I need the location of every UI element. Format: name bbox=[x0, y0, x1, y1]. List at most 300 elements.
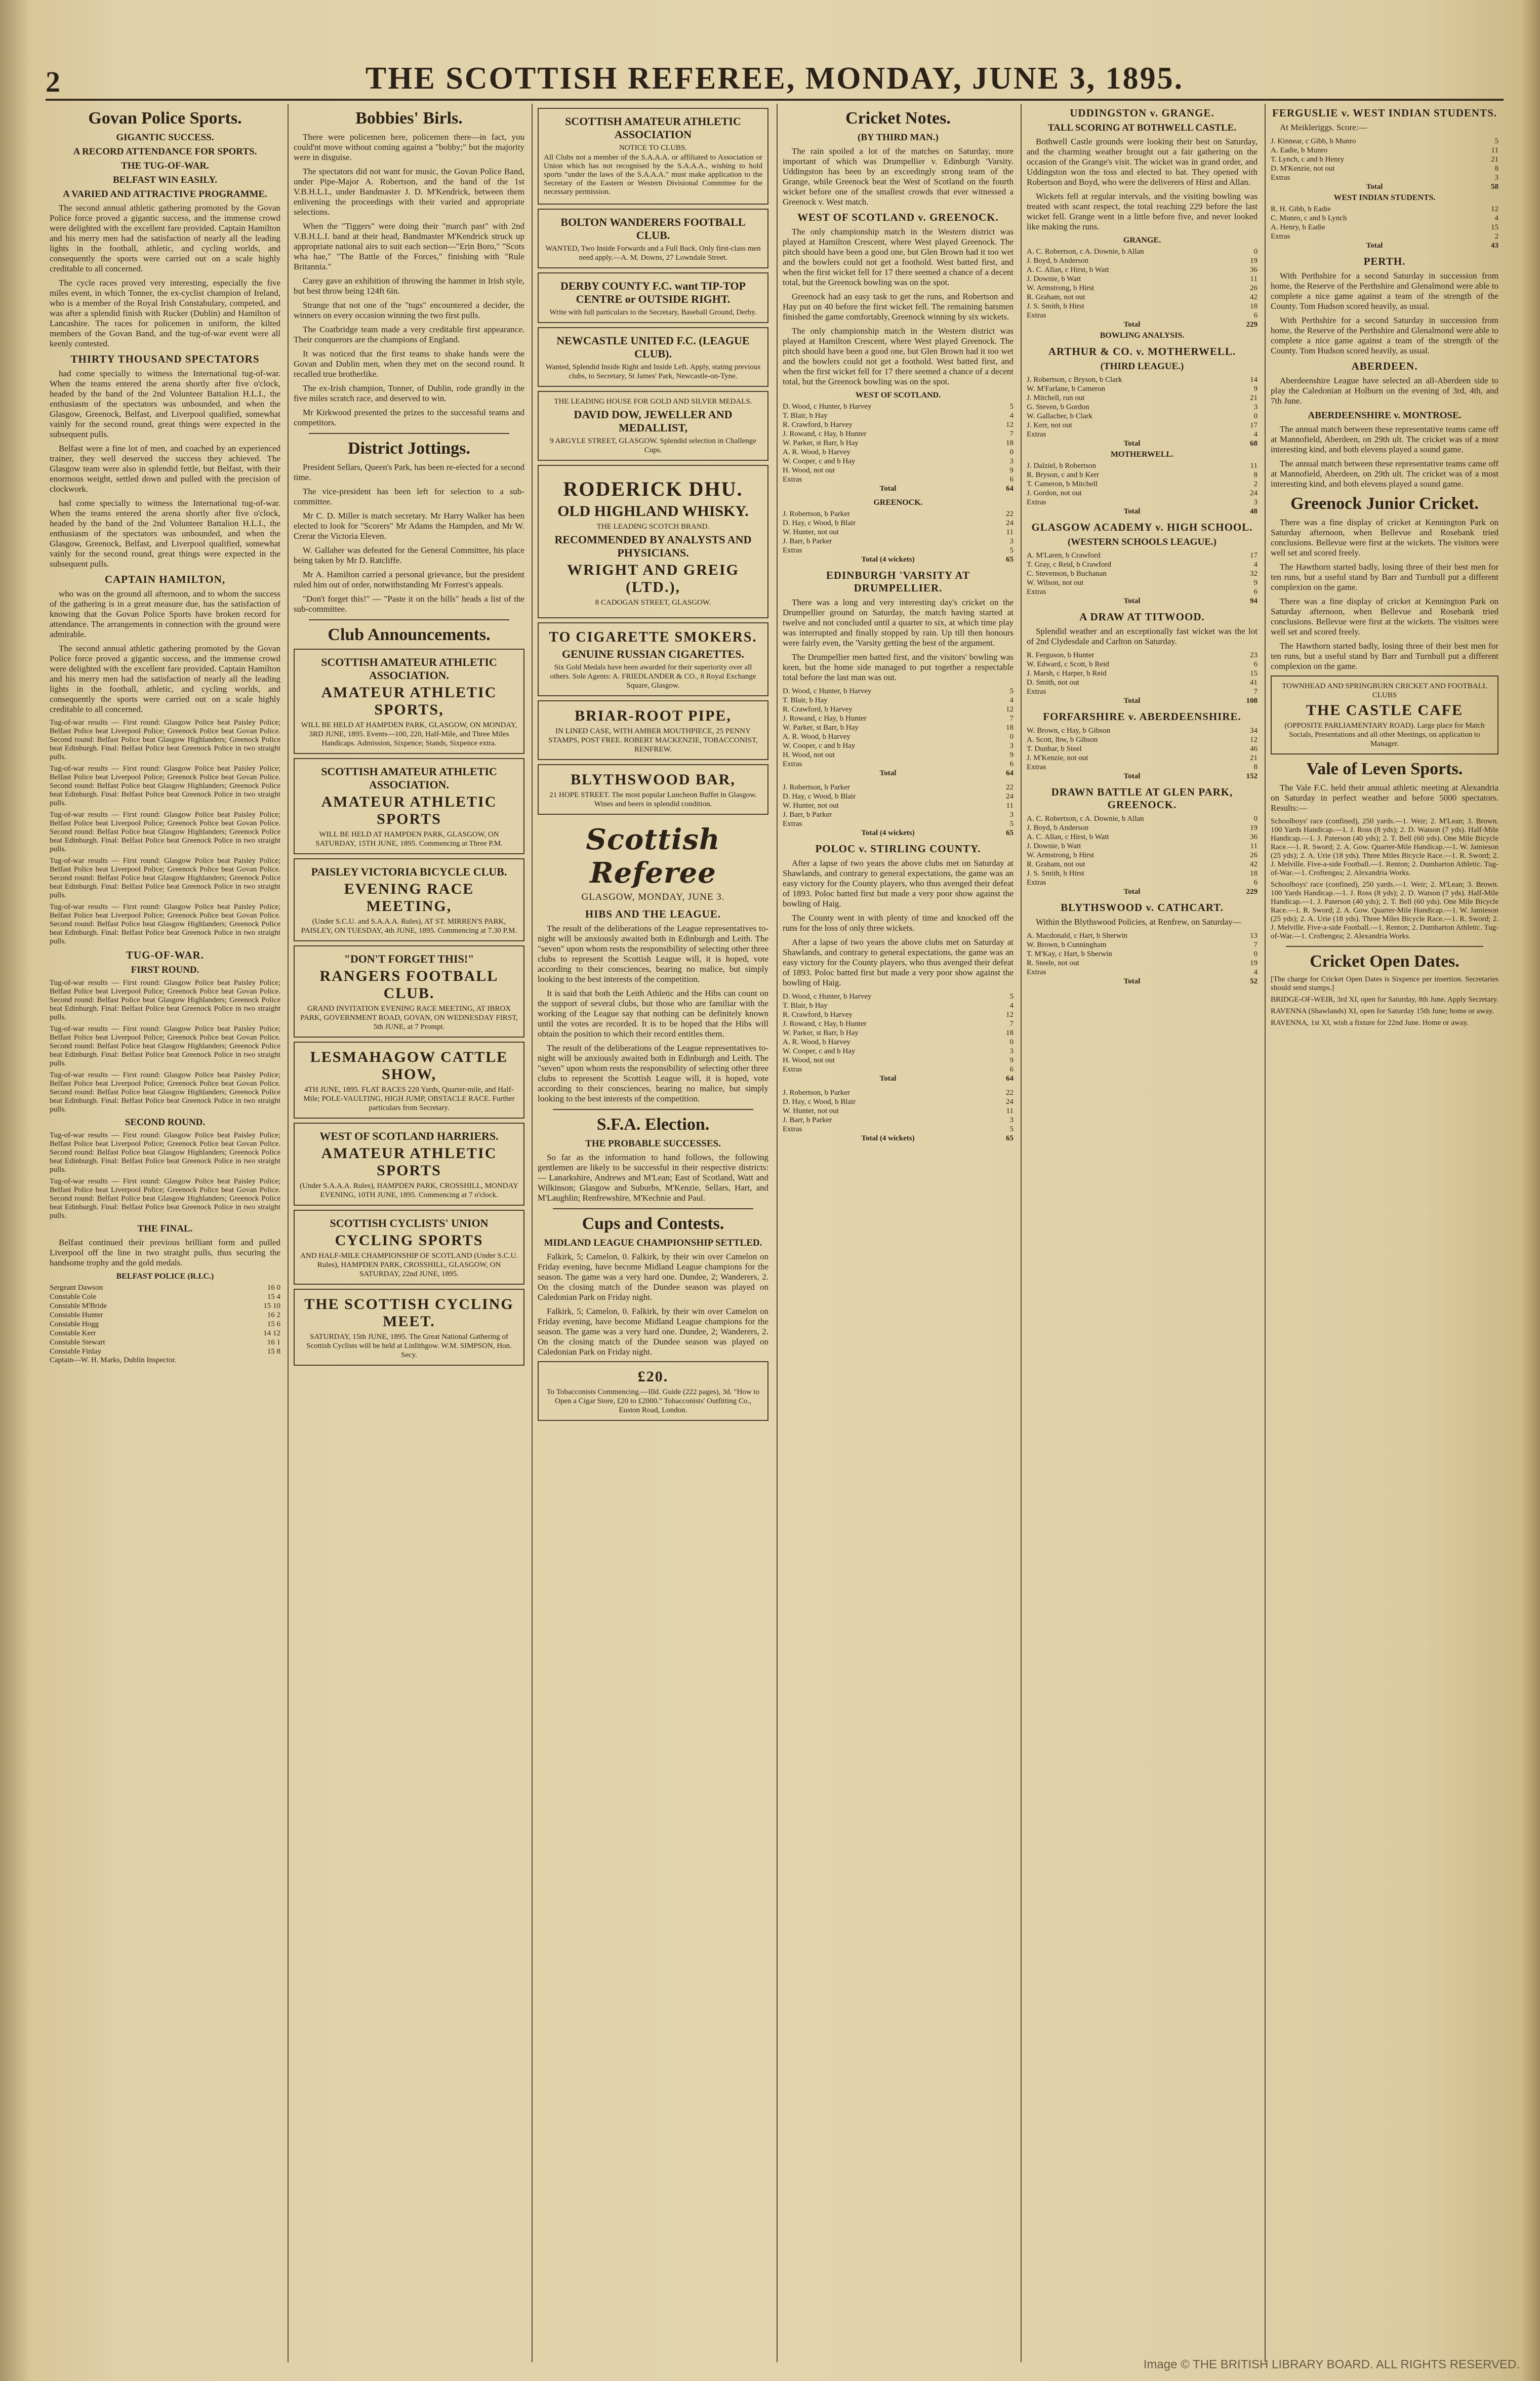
runs-value: 11 bbox=[1006, 1107, 1014, 1115]
score-row bbox=[1027, 678, 1258, 687]
scorecard-rows bbox=[1027, 375, 1258, 448]
score-row bbox=[1027, 851, 1258, 860]
advertisement bbox=[294, 945, 524, 1038]
page-edge-shadow bbox=[1522, 0, 1540, 2381]
runs-value: 13 bbox=[1250, 932, 1258, 940]
advertisement bbox=[294, 1289, 524, 1366]
article-paragraph: had come specially to witness the International tug-of-war. When the teams entered the arena shortly after five o'clock, headed by the band of the 2nd Volunteer Battalion H.L.I., the enthusiasm of the spectators was unbounded, and when the Glasgow, Greenock, Belfast, and Liverpool qualified, somewhat vainly for the second round, great things were expected in the subsequent pulls. bbox=[50, 498, 280, 569]
batsman-name: J. Barr, b Parker bbox=[783, 811, 832, 819]
header-rule bbox=[46, 99, 1504, 101]
score-row bbox=[783, 1001, 1014, 1010]
runs-value: 3 bbox=[1253, 498, 1258, 506]
batsman-name: J. Barr, b Parker bbox=[783, 537, 832, 545]
runs-value: 2 bbox=[1494, 232, 1498, 241]
batsman-name: W. Cooper, c and b Hay bbox=[783, 1047, 856, 1055]
section-divider bbox=[309, 619, 509, 620]
score-row bbox=[783, 687, 1014, 696]
ad-headline: WRIGHT AND GREIG (LTD.), bbox=[567, 562, 739, 596]
batsman-name: W. Cooper, c and b Hay bbox=[783, 742, 856, 750]
runs-value: 6 bbox=[1009, 1065, 1014, 1074]
score-row bbox=[50, 1292, 280, 1301]
section-heading: BLYTHSWOOD v. CATHCART. bbox=[1061, 901, 1224, 914]
runs-value: 6 bbox=[1009, 475, 1014, 484]
score-row bbox=[783, 992, 1014, 1001]
score-row bbox=[783, 519, 1014, 528]
score-row bbox=[1027, 860, 1258, 869]
runs-value: 0 bbox=[1253, 815, 1258, 823]
batsman-name: J. Robertson, b Parker bbox=[783, 510, 850, 518]
ad-headline: CYCLING SPORTS bbox=[335, 1232, 483, 1249]
batsman-name: T. Blair, b Hay bbox=[783, 412, 828, 420]
subheading: MIDLAND LEAGUE CHAMPIONSHIP SETTLED. bbox=[544, 1238, 762, 1248]
batsman-name: Total bbox=[1123, 507, 1141, 515]
batsman-name: W. Edward, c Scott, b Reid bbox=[1027, 660, 1109, 668]
batsman-name: A. C. Allan, c Hirst, b Watt bbox=[1027, 266, 1109, 274]
ad-title: "DON'T FORGET THIS!" bbox=[344, 953, 474, 965]
runs-value: 2 bbox=[1253, 480, 1258, 488]
article-paragraph: The Hawthorn started badly, losing three of their best men for ten runs, but a useful stand by Barr and Turnbull put a different complexion on the game. bbox=[1271, 562, 1498, 592]
batsman-name: W. Hunter, not out bbox=[783, 528, 839, 536]
column-rule bbox=[777, 104, 778, 2362]
article-paragraph: President Sellars, Queen's Park, has been re-elected for a second time. bbox=[294, 462, 524, 482]
score-row bbox=[783, 810, 1014, 819]
batsman-name: Extras bbox=[1027, 763, 1046, 771]
batsman-name: Total bbox=[1123, 888, 1141, 896]
column-rule bbox=[288, 104, 289, 2362]
score-row bbox=[783, 801, 1014, 810]
batsman-name: W. Hunter, not out bbox=[783, 802, 839, 810]
results-text: Tug-of-war results — First round: Glasgow Police beat Paisley Police; Belfast Police beat Liverpool Police; Greenock Police beat Govan Police. Second round: Belfast Police beat Glasgow Highlanders; Greenock Police beat Edinburgh. Final: Belfast Police beat Greenock Police in two straight pulls. bbox=[50, 979, 280, 1021]
article-heading: Cricket Open Dates. bbox=[1310, 952, 1460, 971]
open-date-entry: RAVENNA, 1st XI, wish a fixture for 22nd June. Home or away. bbox=[1271, 1019, 1469, 1027]
ad-title: PAISLEY VICTORIA BICYCLE CLUB. bbox=[311, 865, 507, 878]
score-row bbox=[783, 1010, 1014, 1019]
score-total bbox=[783, 484, 1014, 493]
ad-body: 9 ARGYLE STREET, GLASGOW. Splendid selection in Challenge Cups. bbox=[550, 437, 756, 454]
runs-value: 108 bbox=[1246, 697, 1258, 705]
score-row bbox=[783, 1019, 1014, 1028]
batsman-name: Extras bbox=[1027, 311, 1046, 320]
ad-title: DERBY COUNTY F.C. want TIP-TOP CENTRE or OUTSIDE RIGHT. bbox=[560, 280, 746, 305]
batsman-name: Total (4 wickets) bbox=[861, 1134, 915, 1142]
subheading: A RECORD ATTENDANCE FOR SPORTS. bbox=[73, 146, 257, 157]
runs-value: 12 bbox=[1006, 421, 1014, 429]
runs-value: 19 bbox=[1250, 257, 1258, 265]
score-total bbox=[783, 555, 1014, 564]
batsman-name: Extras bbox=[783, 820, 802, 828]
runs-value: 4 bbox=[1253, 968, 1258, 976]
runs-value: 32 bbox=[1250, 570, 1258, 578]
article-paragraph: Belfast continued their previous brilliant form and pulled Liverpool off the line in two straight pulls, thus securing the handsome trophy and the gold medals. bbox=[50, 1238, 280, 1267]
ad-subheadline: GENUINE RUSSIAN CIGARETTES. bbox=[561, 648, 745, 660]
masthead-date: GLASGOW, MONDAY, JUNE 3. bbox=[581, 892, 725, 902]
batsman-name: W. Parker, st Barr, b Hay bbox=[783, 439, 859, 447]
runs-value: 21 bbox=[1250, 394, 1258, 402]
advertisement bbox=[538, 700, 768, 760]
runs-value: 3 bbox=[1009, 457, 1014, 465]
runs-value: 15 4 bbox=[267, 1293, 280, 1301]
runs-value: 8 bbox=[1253, 763, 1258, 771]
score-row bbox=[783, 411, 1014, 420]
page-header bbox=[46, 61, 1504, 96]
runs-value: 0 bbox=[1009, 448, 1014, 456]
article-paragraph: The Coatbridge team made a very creditable first appearance. Their conquerors are the champions of England. bbox=[294, 325, 524, 344]
subheading: (WESTERN SCHOOLS LEAGUE.) bbox=[1067, 537, 1217, 547]
runs-value: 19 bbox=[1250, 959, 1258, 967]
score-row bbox=[1027, 569, 1258, 578]
runs-value: 42 bbox=[1250, 293, 1258, 301]
score-row bbox=[1027, 421, 1258, 430]
batsman-name: R. Graham, not out bbox=[1027, 860, 1085, 868]
score-total bbox=[1027, 696, 1258, 705]
score-row bbox=[783, 429, 1014, 439]
batsman-name: Total bbox=[1123, 321, 1141, 329]
score-row bbox=[1027, 669, 1258, 678]
batsman-name: J. M'Kenzie, not out bbox=[1027, 754, 1088, 762]
masthead: Scottish Referee bbox=[586, 823, 720, 890]
runs-value: 7 bbox=[1009, 430, 1014, 438]
runs-value: 5 bbox=[1009, 993, 1014, 1001]
score-row bbox=[1027, 940, 1258, 949]
batsman-name: Extras bbox=[783, 475, 802, 484]
section-divider bbox=[309, 433, 509, 434]
ad-body: All Clubs not a member of the S.A.A.A. or affiliated to Association or Union which has not recognised by the S.A.A.A., wishing to hold sports "under the laws of the S.A.A.A." must make application to the Secretary of the Eastern or Western Divisional Committee for the necessary permission. bbox=[544, 153, 762, 196]
batsman-name: Total (4 wickets) bbox=[861, 555, 915, 564]
article-paragraph: Wickets fell at regular intervals, and the visiting bowling was treated with scant respect, the total reaching 229 before the last wicket fell. Grange went in a little before five, and never looked like making the runs. bbox=[1027, 191, 1258, 231]
score-row bbox=[783, 1056, 1014, 1065]
article-paragraph: "Don't forget this!" — "Paste it on the bills" heads a list of the sub-committee. bbox=[294, 594, 524, 614]
runs-value: 24 bbox=[1006, 519, 1014, 527]
score-total bbox=[1027, 320, 1258, 329]
column-rule bbox=[1265, 104, 1266, 2362]
score-row bbox=[1027, 256, 1258, 265]
scorecard-rows bbox=[783, 687, 1014, 778]
ad-body: Wanted, Splendid Inside Right and Inside Left. Apply, stating previous clubs, to Secretary, St James' Park, Newcastle-on-Tyne. bbox=[545, 363, 761, 380]
score-total bbox=[783, 1074, 1014, 1083]
runs-value: 5 bbox=[1009, 687, 1014, 695]
scorecard-rows bbox=[1027, 551, 1258, 606]
subheading: A VARIED AND ATTRACTIVE PROGRAMME. bbox=[63, 189, 267, 200]
batsman-name: Total bbox=[1123, 977, 1141, 985]
runs-value: 7 bbox=[1253, 941, 1258, 949]
article-paragraph: It was noticed that the first teams to shake hands were the Govan and Dublin men, when they met on the second round. It recalled true brotherlike. bbox=[294, 349, 524, 379]
scorecard-rows bbox=[1027, 247, 1258, 329]
batsman-name: A. C. Allan, c Hirst, b Watt bbox=[1027, 833, 1109, 841]
ad-headline: LESMAHAGOW CATTLE SHOW, bbox=[310, 1049, 508, 1083]
batsman-name: R. Bryson, c and b Kerr bbox=[1027, 471, 1099, 479]
runs-value: 6 bbox=[1253, 311, 1258, 320]
batsman-name: J. Boyd, b Anderson bbox=[1027, 824, 1089, 832]
ad-headline: RANGERS FOOTBALL CLUB. bbox=[319, 968, 499, 1002]
batsman-name: D. Hay, c Wood, b Blair bbox=[783, 519, 856, 527]
score-row bbox=[50, 1329, 280, 1338]
article-heading: Greenock Junior Cricket. bbox=[1290, 494, 1479, 513]
batsman-name: A. Henry, b Eadie bbox=[1271, 223, 1325, 231]
article-paragraph: With Perthshire for a second Saturday in succession from home, the Reserve of the Perthshire and Glenalmond were able to complete a nice game against a team of the strength of the County. Tom Hudson scored heavily, as usual. bbox=[1271, 315, 1498, 355]
runs-value: 11 bbox=[1250, 275, 1258, 283]
score-row bbox=[1027, 687, 1258, 696]
section-heading: POLOC v. STIRLING COUNTY. bbox=[815, 843, 981, 855]
score-row bbox=[1027, 651, 1258, 660]
article-paragraph: Carey gave an exhibition of throwing the hammer in Irish style, but best throw being 124ft 6in. bbox=[294, 276, 524, 296]
article-heading: Club Announcements. bbox=[328, 625, 491, 644]
batsman-name: Extras bbox=[1027, 968, 1046, 976]
runs-value: 21 bbox=[1250, 754, 1258, 762]
ad-headline: BLYTHSWOOD BAR, bbox=[571, 771, 736, 788]
advertisement bbox=[538, 391, 768, 461]
score-row bbox=[1027, 293, 1258, 302]
score-row bbox=[1271, 173, 1498, 182]
batsman-name: A. R. Wood, b Harvey bbox=[783, 733, 850, 741]
score-row bbox=[783, 528, 1014, 537]
article-paragraph: The result of the deliberations of the League representatives to-night will be anxiously awaited both in Edinburgh and Leith. The "seven" upon whom rests the responsibility of selecting other three clubs to represent the Scottish League will, it is hoped, vote according to their consciences, bearing no malice, but simply looking to the best interests of the competition. bbox=[538, 924, 768, 984]
batsman-name: J. Gordon, not out bbox=[1027, 489, 1082, 497]
article-paragraph: The Vale F.C. held their annual athletic meeting at Alexandria on Saturday in perfect weather and before 5000 spectators. Results:— bbox=[1271, 783, 1498, 813]
batsman-name: D. Smith, not out bbox=[1027, 679, 1079, 687]
scorecard-rows bbox=[1271, 205, 1498, 250]
section-heading: UDDINGSTON v. GRANGE. bbox=[1070, 107, 1214, 119]
ad-title: SCOTTISH CYCLISTS' UNION bbox=[330, 1217, 489, 1229]
batsman-name: R. Graham, not out bbox=[1027, 293, 1085, 301]
scorecard-rows bbox=[1027, 461, 1258, 516]
open-date-entry: BRIDGE-OF-WEIR, 3rd XI, open for Saturday, 8th June. Apply Secretary. bbox=[1271, 996, 1498, 1004]
advertisement bbox=[294, 1123, 524, 1206]
batsman-name: D. Wood, c Hunter, b Harvey bbox=[783, 687, 872, 695]
batsman-name: W. Wilson, not out bbox=[1027, 579, 1084, 587]
score-row bbox=[1027, 403, 1258, 412]
score-row bbox=[1271, 164, 1498, 173]
scorecard-rows bbox=[783, 509, 1014, 564]
ad-headline: £20. bbox=[637, 1368, 669, 1385]
runs-value: 229 bbox=[1246, 321, 1258, 329]
score-row bbox=[1027, 551, 1258, 560]
runs-value: 9 bbox=[1253, 579, 1258, 587]
score-row bbox=[1027, 869, 1258, 878]
runs-value: 3 bbox=[1009, 742, 1014, 750]
scorecard-heading: WEST INDIAN STUDENTS. bbox=[1333, 193, 1436, 202]
runs-value: 5 bbox=[1009, 1125, 1014, 1133]
article-paragraph: After a lapse of two years the above clubs met on Saturday at Shawlands, and contrary to general expectations, the game was an easy victory for the County players, who thus avenged their defeat of 1893. Poloc batted first but made a very poor show against the bowling of Haig. bbox=[783, 937, 1014, 987]
results-text: Schoolboys' race (confined), 250 yards.—1. Weir; 2. M'Lean; 3. Brown. 100 Yards Handicap.—1. J. Ross (8 yds); 2. D. Watson (7 yds). Half-Mile Handicap.—1. J. Paterson (40 yds); 2. T. Bell (60 yds). One Mile Bicycle Race.—1. R. Sword; 2. A. Gow. Quarter-Mile Handicap.—1. W. Jamieson (25 yds); 2. A. Urie (18 yds). Three Miles Bicycle Race.—1. R. Sword; 2. J. Melville. Five-a-side Football.—1. Renton; 2. Dumbarton Athletic. Tug-of-War.—1. Croftengea; 2. Alexandria Works. bbox=[1271, 881, 1498, 940]
column-3 bbox=[538, 104, 768, 2362]
batsman-name: Extras bbox=[783, 1065, 802, 1074]
ad-body: WANTED, Two Inside Forwards and a Full Back. Only first-class men need apply.—A. M. Downs, 27 Lowndale Street. bbox=[545, 245, 761, 262]
runs-value: 6 bbox=[1253, 879, 1258, 887]
score-total bbox=[1027, 772, 1258, 781]
score-row bbox=[1027, 265, 1258, 274]
batsman-name: Total bbox=[1123, 597, 1141, 605]
subheading: THE TUG-OF-WAR. bbox=[121, 161, 209, 171]
batsman-name: Constable Hunter bbox=[50, 1311, 103, 1319]
score-row bbox=[783, 439, 1014, 448]
score-row bbox=[783, 509, 1014, 519]
runs-value: 18 bbox=[1250, 869, 1258, 878]
section-heading: FORFARSHIRE v. ABERDEENSHIRE. bbox=[1043, 710, 1241, 723]
score-row bbox=[783, 402, 1014, 411]
copyright-watermark: Image © THE BRITISH LIBRARY BOARD. ALL RIGHTS RESERVED. bbox=[1143, 2358, 1520, 2371]
scorecard bbox=[783, 1088, 1014, 1143]
advertisement bbox=[538, 622, 768, 696]
batsman-name: W. Parker, st Barr, b Hay bbox=[783, 1029, 859, 1037]
runs-value: 64 bbox=[1006, 485, 1014, 493]
score-row bbox=[1271, 223, 1498, 232]
score-row bbox=[783, 466, 1014, 475]
batsman-name: W. Armstrong, b Hirst bbox=[1027, 851, 1095, 859]
batsman-name: A. Eadie, b Munro bbox=[1271, 146, 1328, 154]
batsman-name: T. Dunbar, b Steel bbox=[1027, 745, 1082, 753]
batsman-name: Total bbox=[879, 1075, 897, 1083]
scorecard bbox=[1027, 651, 1258, 705]
batsman-name: D. Wood, c Hunter, b Harvey bbox=[783, 993, 872, 1001]
score-row bbox=[1271, 137, 1498, 146]
batsman-name: Total bbox=[1366, 183, 1383, 191]
scorecard-heading: WEST OF SCOTLAND. bbox=[855, 391, 941, 400]
ad-headline: DAVID DOW, JEWELLER AND MEDALLIST, bbox=[574, 408, 733, 434]
ad-body: WILL BE HELD AT HAMPDEN PARK, GLASGOW, ON SATURDAY, 15TH JUNE, 1895. Commencing at Three P.M. bbox=[315, 830, 503, 848]
score-row bbox=[1271, 146, 1498, 155]
article-heading: Bobbies' Birls. bbox=[355, 109, 463, 128]
team-heading: BELFAST POLICE (R.I.C.) bbox=[116, 1272, 214, 1281]
ad-headline: EVENING RACE MEETING, bbox=[344, 881, 474, 915]
score-row bbox=[1027, 949, 1258, 959]
article-paragraph: W. Gallaher was defeated for the General Committee, his place being taken by Mr D. Ratcliffe. bbox=[294, 545, 524, 565]
subheading: (THIRD LEAGUE.) bbox=[1100, 361, 1184, 372]
batsman-name: A. R. Wood, b Harvey bbox=[783, 448, 850, 456]
ad-body: (OPPOSITE PARLIAMENTARY ROAD). Large place for Match Socials, Presentations and all other Meetings, on application to Manager. bbox=[1284, 722, 1485, 748]
runs-value: 12 bbox=[1491, 205, 1498, 213]
score-row bbox=[783, 457, 1014, 466]
article-paragraph: There was a long and very interesting day's cricket on the Drumpellier ground on Saturday, the match having started at twelve and not concluded until a quarter to six, at which time play was interrupted and finally stopped by rain. Up till then honours were fairly even, the 'Varsity getting the best of the argument. bbox=[783, 598, 1014, 648]
runs-value: 18 bbox=[1006, 1029, 1014, 1037]
article-paragraph: With Perthshire for a second Saturday in succession from home, the Reserve of the Perthshire and Glenalmond were able to complete a nice game against a team of the strength of the County. Tom Hudson scored heavily, as usual. bbox=[1271, 271, 1498, 311]
score-row bbox=[1027, 247, 1258, 256]
subheading: BELFAST WIN EASILY. bbox=[112, 175, 218, 185]
score-total bbox=[1027, 887, 1258, 896]
article-paragraph: The spectators did not want for music, the Govan Police Band, under Pipe-Major A. Robertson, and the band of the 1st V.B.H.L.I., under Bandmaster J. D. M'Kendrick, between them enlivening the proceedings with their varied and appropriate selections. bbox=[294, 167, 524, 217]
batsman-name: J. Downie, b Watt bbox=[1027, 275, 1081, 283]
batsman-name: R. Crawford, b Harvey bbox=[783, 421, 853, 429]
runs-value: 43 bbox=[1491, 242, 1498, 250]
round-heading: FIRST ROUND. bbox=[131, 965, 199, 975]
score-row bbox=[1027, 393, 1258, 403]
batsman-name: T. Lynch, c and b Henry bbox=[1271, 155, 1345, 164]
results-text: Tug-of-war results — First round: Glasgow Police beat Paisley Police; Belfast Police beat Liverpool Police; Greenock Police beat Govan Police. Second round: Belfast Police beat Glasgow Highlanders; Greenock Police beat Edinburgh. Final: Belfast Police beat Greenock Police in two straight pulls. bbox=[50, 1025, 280, 1067]
article-paragraph: had come specially to witness the International tug-of-war. When the teams entered the arena shortly after five o'clock, headed by the band of the 2nd Volunteer Battalion H.L.I., the enthusiasm of the spectators was unbounded, and when the Glasgow, Greenock, Belfast, and Liverpool qualified, somewhat vainly for the second round, great things were expected in the subsequent pulls. bbox=[50, 369, 280, 439]
batsman-name: A. R. Wood, b Harvey bbox=[783, 1038, 850, 1046]
runs-value: 18 bbox=[1006, 724, 1014, 732]
runs-value: 65 bbox=[1006, 829, 1014, 837]
runs-value: 64 bbox=[1006, 1075, 1014, 1083]
runs-value: 4 bbox=[1494, 214, 1498, 222]
batsman-name: Total bbox=[1366, 242, 1383, 250]
ad-body: (Under S.C.U. and S.A.A.A. Rules), AT ST. MIRREN'S PARK, PAISLEY, ON TUESDAY, 4th JUNE, 1895. Commencing at 7.30 P.M. bbox=[301, 918, 517, 935]
batsman-name: W. Cooper, c and b Hay bbox=[783, 457, 856, 465]
batsman-name: J. S. Smith, b Hirst bbox=[1027, 302, 1084, 310]
batsman-name: H. Wood, not out bbox=[783, 466, 835, 474]
batsman-name: Extras bbox=[783, 1125, 802, 1133]
score-row bbox=[783, 819, 1014, 828]
score-row bbox=[783, 1065, 1014, 1074]
score-row bbox=[783, 1038, 1014, 1047]
advertisement bbox=[538, 272, 768, 323]
ad-body: 4TH JUNE, 1895. FLAT RACES 220 Yards, Quarter-mile, and Half-Mile; POLE-VAULTING, HIGH JUMP, OBSTACLE RACE. Further particulars from Secretary. bbox=[303, 1086, 515, 1112]
runs-value: 3 bbox=[1009, 1047, 1014, 1055]
score-row bbox=[1027, 832, 1258, 842]
article-paragraph: Falkirk, 5; Camelon, 0. Falkirk, by their win over Camelon on Friday evening, have become Midland League champions for the season. The game was a very hard one. Dundee, 2; Wanderers, 2. On the closing match of the Dundee season was played on Caledonian Park on Friday night. bbox=[538, 1306, 768, 1357]
ad-body: SATURDAY, 15th JUNE, 1895. The Great National Gathering of Scottish Cyclists will be held at Linlithgow. W.M. SIMPSON, Hon. Secy. bbox=[306, 1333, 512, 1359]
batsman-name: T. M'Kay, c Hart, b Sherwin bbox=[1027, 950, 1112, 958]
ad-body: IN LINED CASE, WITH AMBER MOUTHPIECE, 25 PENNY STAMPS, POST FREE. ROBERT MACKENZIE, TOBACCONIST, RENFREW. bbox=[548, 727, 758, 753]
scorecard bbox=[1027, 236, 1258, 340]
article-paragraph: The vice-president has been left for selection to a sub-committee. bbox=[294, 487, 524, 506]
runs-value: 152 bbox=[1246, 772, 1258, 780]
article-paragraph: So far as the information to hand follows, the following gentlemen are likely to be successful in their respective districts:— Lanarkshire, Andrews and M'Lean; East of Scotland, Watt and Wilkinson; Glasgow and Suburbs, M'Kenzie, Sellars, Hart, and M'Laughlin; Renfrewshire, M'Kechnie and Paul. bbox=[538, 1153, 768, 1203]
runs-value: 6 bbox=[1253, 588, 1258, 596]
article-paragraph: The second annual athletic gathering promoted by the Govan Police force proved a gigantic success, and the immense crowd were delighted with the excellent fare provided. Captain Hamilton and his merry men had the satisfaction of nearly all the leading lights in the football, athletic, and cycling worlds, and consequently the sports were carried out on a scale highly creditable to all concerned. bbox=[50, 203, 280, 273]
ad-body: WILL BE HELD AT HAMPDEN PARK, GLASGOW, ON MONDAY, 3RD JUNE, 1895. Events—100, 220, Half-Mile, and Three Miles Handicaps. Admission, Sixpence; Stands, Sixpence extra. bbox=[301, 721, 517, 747]
team-captain: Captain—W. H. Marks, Dublin Inspector. bbox=[50, 1356, 177, 1364]
batsman-name: H. Wood, not out bbox=[783, 751, 835, 759]
article-paragraph: The ex-Irish champion, Tonner, of Dublin, rode grandly in the five miles scratch race, and deserved to win. bbox=[294, 383, 524, 403]
batsman-name: Extras bbox=[1027, 688, 1046, 696]
scorecard-rows bbox=[783, 783, 1014, 838]
batsman-name: T. Blair, b Hay bbox=[783, 696, 828, 704]
batsman-name: C. Stevenson, b Buchanan bbox=[1027, 570, 1107, 578]
batsman-name: R. Steele, not out bbox=[1027, 959, 1079, 967]
team-table bbox=[50, 1272, 280, 1365]
runs-value: 26 bbox=[1250, 284, 1258, 292]
scorecard-rows bbox=[1027, 651, 1258, 705]
article-paragraph: who was on the ground all afternoon, and to whom the success of the gathering is in a great measure due, has the satisfaction of knowing that the Govan Police Sports have broken record for attendance. The arrangements in connection with the ground were admirable. bbox=[50, 589, 280, 639]
advertisement bbox=[538, 209, 768, 268]
batsman-name: J. Robertson, b Parker bbox=[783, 1089, 850, 1097]
runs-value: 3 bbox=[1494, 174, 1498, 182]
score-row bbox=[783, 792, 1014, 801]
batsman-name: J. Robertson, c Bryson, b Clark bbox=[1027, 376, 1122, 384]
runs-value: 18 bbox=[1006, 439, 1014, 447]
scorecard-rows bbox=[1027, 814, 1258, 896]
section-heading: FERGUSLIE v. WEST INDIAN STUDENTS. bbox=[1272, 107, 1497, 119]
advertisement bbox=[294, 1210, 524, 1285]
results-text: Tug-of-war results — First round: Glasgow Police beat Paisley Police; Belfast Police beat Liverpool Police; Greenock Police beat Govan Police. Second round: Belfast Police beat Glasgow Highlanders; Greenock Police beat Edinburgh. Final: Belfast Police beat Greenock Police in two straight pulls. bbox=[50, 1177, 280, 1220]
batsman-name: D. Hay, c Wood, b Blair bbox=[783, 1098, 856, 1106]
score-row bbox=[783, 714, 1014, 723]
runs-value: 9 bbox=[1253, 385, 1258, 393]
article-paragraph: Within the Blythswood Policies, at Renfrew, on Saturday— bbox=[1036, 917, 1241, 927]
batsman-name: Constable M'Bride bbox=[50, 1302, 107, 1310]
score-row bbox=[783, 1106, 1014, 1116]
scorecard-rows bbox=[783, 1088, 1014, 1143]
column-2 bbox=[294, 104, 524, 2362]
subheading: GIGANTIC SUCCESS. bbox=[116, 132, 214, 143]
score-row bbox=[783, 1028, 1014, 1038]
batsman-name: R. Crawford, b Harvey bbox=[783, 1011, 853, 1019]
results-text: Tug-of-war results — First round: Glasgow Police beat Paisley Police; Belfast Police beat Liverpool Police; Greenock Police beat Govan Police. Second round: Belfast Police beat Glasgow Highlanders; Greenock Police beat Edinburgh. Final: Belfast Police beat Greenock Police in two straight pulls. bbox=[50, 857, 280, 899]
score-row bbox=[50, 1311, 280, 1320]
section-heading: DRAWN BATTLE AT GLEN PARK, GREENOCK. bbox=[1051, 786, 1233, 811]
runs-value: 9 bbox=[1009, 1056, 1014, 1064]
score-row bbox=[1027, 578, 1258, 587]
batsman-name: Total bbox=[1123, 697, 1141, 705]
runs-value: 12 bbox=[1250, 736, 1258, 744]
runs-value: 11 bbox=[1006, 802, 1014, 810]
batsman-name: Extras bbox=[783, 546, 802, 554]
ad-title: SCOTTISH AMATEUR ATHLETIC ASSOCIATION. bbox=[321, 656, 497, 682]
section-heading: THIRTY THOUSAND SPECTATORS bbox=[70, 353, 260, 365]
section-heading: ARTHUR & CO. v. MOTHERWELL. bbox=[1048, 345, 1236, 358]
score-row bbox=[50, 1283, 280, 1292]
article-paragraph: Aberdeenshire League have selected an all-Aberdeen side to play the Caledonian at Holburn on the evening of 3rd, 4th, and 7th June. bbox=[1271, 376, 1498, 406]
